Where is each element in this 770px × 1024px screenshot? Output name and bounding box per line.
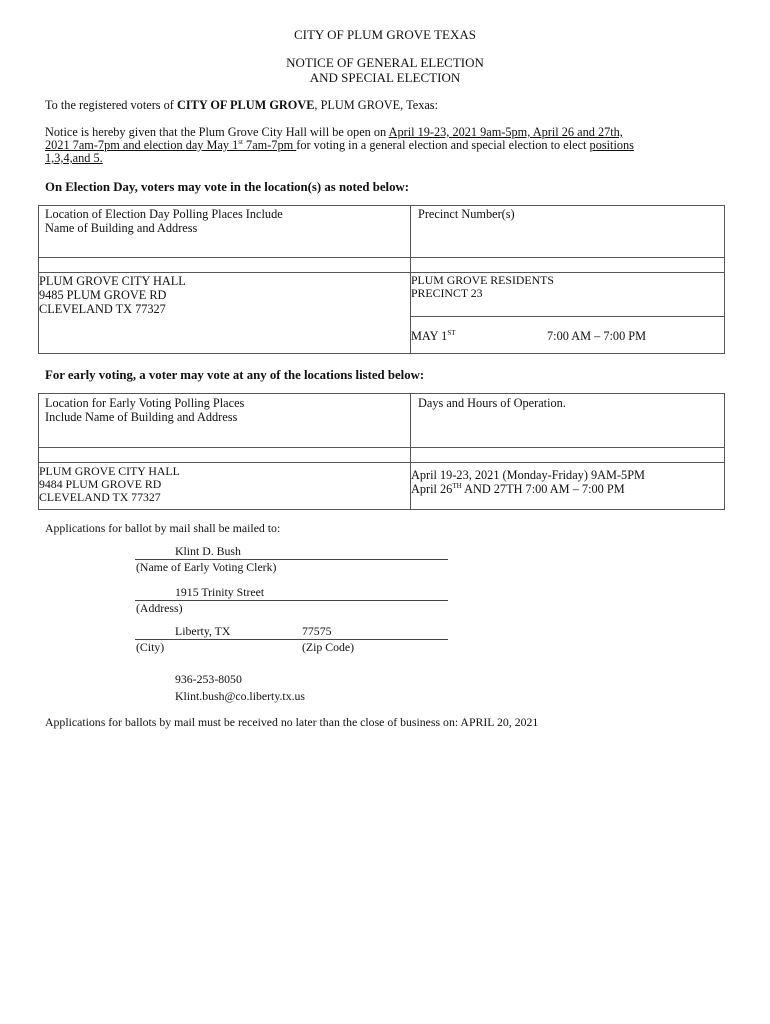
ev-col1-header-line2: Include Name of Building and Address xyxy=(45,410,238,424)
notice-title-line2: AND SPECIAL ELECTION xyxy=(309,70,461,85)
location-line2: 9485 PLUM GROVE RD xyxy=(39,288,167,302)
clerk-name: Klint D. Bush xyxy=(175,544,241,558)
notice-positions-cont: 1,3,4,and 5. xyxy=(45,151,103,165)
intro-line xyxy=(45,98,438,112)
ev-location-line1: PLUM GROVE CITY HALL xyxy=(39,464,180,478)
precinct-line2: PRECINCT 23 xyxy=(411,286,483,300)
ev-hours-line2 xyxy=(411,482,645,496)
notice-dates-sup: st xyxy=(238,137,243,146)
table-rule xyxy=(38,257,725,258)
page-title: CITY OF PLUM GROVE TEXAS xyxy=(293,27,476,42)
early-voting-hours xyxy=(411,468,645,496)
intro-city: CITY OF PLUM GROVE xyxy=(176,98,315,112)
notice-dates-2a: 2021 7am-7pm and election day May 1 xyxy=(45,138,239,152)
election-day-location xyxy=(39,274,186,316)
early-voting-heading: For early voting, a voter may vote at any of the locations listed below: xyxy=(45,368,425,382)
intro-suffix: , PLUM GROVE, Texas: xyxy=(314,98,439,112)
early-voting-location xyxy=(39,465,180,504)
election-day-heading: On Election Day, voters may vote in the location(s) as noted below: xyxy=(45,180,409,194)
election-day-hours: 7:00 AM – 7:00 PM xyxy=(547,329,647,343)
location-line3: CLEVELAND TX 77327 xyxy=(39,302,166,316)
address-label: (Address) xyxy=(136,601,183,615)
election-day-col2-header: Precinct Number(s) xyxy=(418,207,515,221)
mail-deadline: Applications for ballots by mail must be received no later than the close of business on: APRIL 20, 2021 xyxy=(45,715,539,729)
notice-dates-cont xyxy=(45,138,296,152)
election-day-date xyxy=(411,329,456,343)
precinct-line1: PLUM GROVE RESIDENTS xyxy=(411,273,554,287)
clerk-label: (Name of Early Voting Clerk) xyxy=(136,560,277,574)
election-day-col1-header xyxy=(45,207,283,235)
notice-dates: April 19-23, 2021 9am-5pm, April 26 and 27th, xyxy=(388,125,623,139)
ev-location-line2: 9484 PLUM GROVE RD xyxy=(39,477,162,491)
date-main: MAY 1 xyxy=(411,329,448,343)
early-voting-col2-header: Days and Hours of Operation. xyxy=(418,396,566,410)
ev-hours-sup: TH xyxy=(452,481,462,490)
city-rule xyxy=(135,639,448,640)
date-sup: ST xyxy=(447,328,456,337)
table-rule xyxy=(38,462,725,463)
email-address: Klint.bush@co.liberty.tx.us xyxy=(175,689,306,703)
street-address: 1915 Trinity Street xyxy=(175,585,265,599)
election-day-precinct xyxy=(411,274,554,300)
intro-prefix: To the registered voters of xyxy=(45,98,177,112)
early-voting-col1-header xyxy=(45,396,244,424)
phone-number: 936-253-8050 xyxy=(175,672,242,686)
notice-title-line1: NOTICE OF GENERAL ELECTION xyxy=(286,55,484,70)
col1-header-line2: Name of Building and Address xyxy=(45,221,198,235)
city-label: (City) xyxy=(136,640,165,654)
notice-line2 xyxy=(45,138,634,152)
notice-dates-2b: 7am-7pm xyxy=(242,138,297,152)
table-rule xyxy=(38,447,725,448)
location-line1: PLUM GROVE CITY HALL xyxy=(39,274,186,288)
ev-col1-header-line1: Location for Early Voting Polling Places xyxy=(45,396,245,410)
ev-hours-line1: April 19-23, 2021 (Monday-Friday) 9AM-5PM xyxy=(411,468,645,482)
mail-intro: Applications for ballot by mail shall be mailed to: xyxy=(45,521,281,535)
table-rule xyxy=(38,272,725,273)
notice-text: Notice is hereby given that the Plum Grove City Hall will be open on xyxy=(45,125,389,139)
ev-location-line3: CLEVELAND TX 77327 xyxy=(39,490,161,504)
notice-positions: positions xyxy=(589,138,634,152)
ev-hours-2b: AND 27TH 7:00 AM – 7:00 PM xyxy=(461,482,625,496)
city-value: Liberty, TX xyxy=(175,624,231,638)
ev-hours-2a: April 26 xyxy=(411,482,453,496)
zip-label: (Zip Code) xyxy=(302,640,355,654)
table-rule xyxy=(410,316,725,317)
col1-header-line1: Location of Election Day Polling Places Include xyxy=(45,207,283,221)
notice-line1 xyxy=(45,125,623,139)
zip-value: 77575 xyxy=(302,624,332,638)
notice-text-2: for voting in a general election and special election to elect xyxy=(296,138,590,152)
